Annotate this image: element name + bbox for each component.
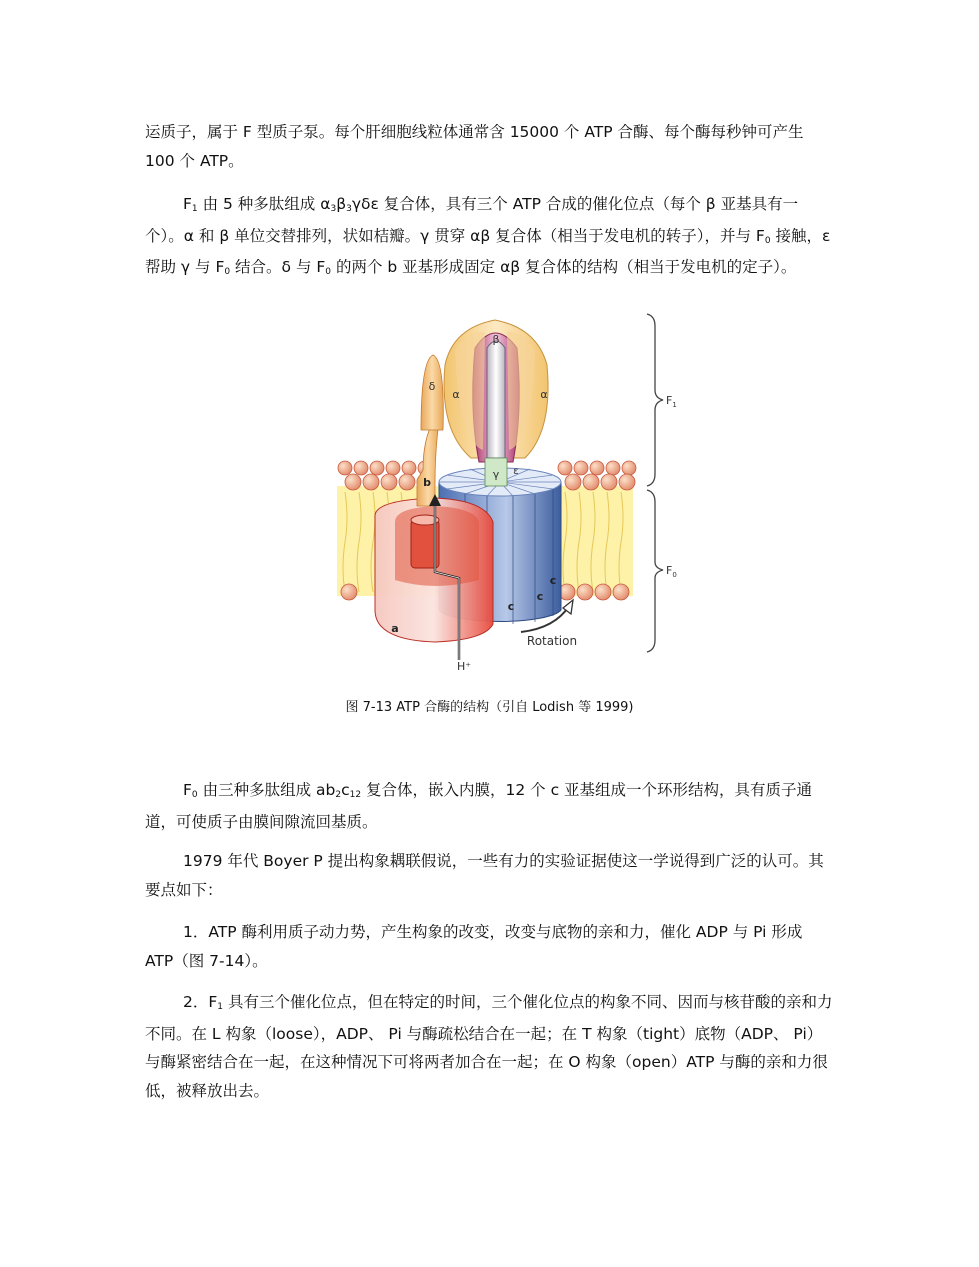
p2-d-sub: 0 [764, 235, 771, 246]
p6-a: 2．F [183, 993, 218, 1011]
p2-a-sub: 1 [191, 204, 198, 214]
paragraph-4 [145, 847, 835, 904]
figure-caption: 图 7-13 ATP 合酶的结构（引自 Lodish 等 1999) [345, 700, 634, 715]
label-a: a [391, 622, 399, 635]
label-beta: β [492, 333, 500, 346]
label-f0-main: F [666, 564, 673, 577]
f1-brace [647, 314, 663, 486]
p2-c: β [336, 195, 347, 213]
paragraph-1-text: 运质子，属于 F 型质子泵。每个肝细胞线粒体通常含 15000 个 ATP 合酶、每个酶每秒钟可产生 100 个 ATP。 [145, 123, 804, 170]
p3-a-sub: 0 [191, 790, 198, 800]
paragraph-5-text: 1．ATP 酶利用质子动力势，产生构象的改变，改变与底物的亲和力，催化 ADP 与 Pi 形成 ATP（图 7-14）。 [145, 923, 803, 970]
p2-d: γδε 复合体，具有三个 ATP 合成的催化位点（每个 β 亚基具有一个）。α 和 β 单位交替排列，状如桔瓣。γ 贯穿 αβ 复合体（相当于发电机的转子），并与 F [145, 195, 799, 245]
label-c-1: c [549, 574, 557, 587]
label-alpha-left: α [452, 388, 460, 401]
paragraph-2 [145, 190, 835, 285]
label-delta: δ [428, 380, 436, 393]
p6-a-sub: 1 [217, 1002, 224, 1012]
p3-b-sub: 2 [335, 790, 342, 800]
label-f1-sub: 1 [672, 401, 677, 409]
label-f1 [666, 394, 677, 409]
p2-b-sub: 3 [330, 204, 337, 214]
label-c-2: c [536, 590, 544, 603]
p3-b: 由三种多肽组成 ab [197, 781, 336, 799]
paragraph-3 [145, 776, 835, 836]
p2-f: 结合。δ 与 F [230, 258, 326, 276]
atp-synthase-figure [335, 310, 685, 678]
atp-synthase-diagram [335, 310, 685, 678]
f0-brace [647, 490, 663, 652]
p2-b: 由 5 种多肽组成 α [197, 195, 331, 213]
p2-f-sub: 0 [325, 267, 332, 277]
label-f0-sub: 0 [672, 571, 677, 579]
p3-c-sub: 12 [349, 790, 362, 800]
p3-a: F [183, 781, 192, 799]
p6-b: 具有三个催化位点，但在特定的时间，三个催化位点的构象不同、因而与核苷酸的亲和力不同。在 L 构象（loose），ADP、 Pi 与酶疏松结合在一起；在 T 构象（tight）底物（ADP、 Pi）与酶紧密结合在一起，在这种情况下可将两者加合在一起；在 O 构象（open）ATP 与酶的亲和力很低，被释放出去。 [145, 993, 833, 1100]
label-f1-main: F [666, 394, 673, 407]
label-c-3: c [507, 600, 515, 613]
label-proton: H⁺ [456, 660, 472, 673]
label-alpha-right: α [540, 388, 548, 401]
p2-e: 接触，ε 帮助 γ 与 F [145, 226, 831, 276]
label-b: b [423, 476, 431, 489]
gamma-shaft [485, 341, 507, 486]
p2-a: F [183, 195, 192, 213]
label-epsilon: ε [513, 466, 519, 477]
p2-c-sub: 3 [346, 204, 352, 214]
paragraph-4-text: 1979 年代 Boyer P 提出构象耦联假说，一些有力的实验证据使这一学说得到广泛的认可。其要点如下： [145, 852, 824, 899]
p2-g: 的两个 b 亚基形成固定 αβ 复合体的结构（相当于发电机的定子）。 [331, 258, 797, 276]
paragraph-1 [145, 118, 835, 175]
label-gamma: γ [492, 468, 500, 481]
p2-e-sub: 0 [224, 267, 231, 277]
label-rotation: Rotation [526, 634, 578, 648]
paragraph-5 [145, 918, 835, 975]
p3-c: c [341, 781, 350, 799]
stator-b [411, 355, 443, 568]
p3-d: 复合体，嵌入内膜，12 个 c 亚基组成一个环形结构，具有质子通道，可使质子由膜间隙流回基质。 [145, 781, 813, 831]
paragraph-6 [145, 988, 835, 1105]
label-f0 [666, 564, 677, 579]
